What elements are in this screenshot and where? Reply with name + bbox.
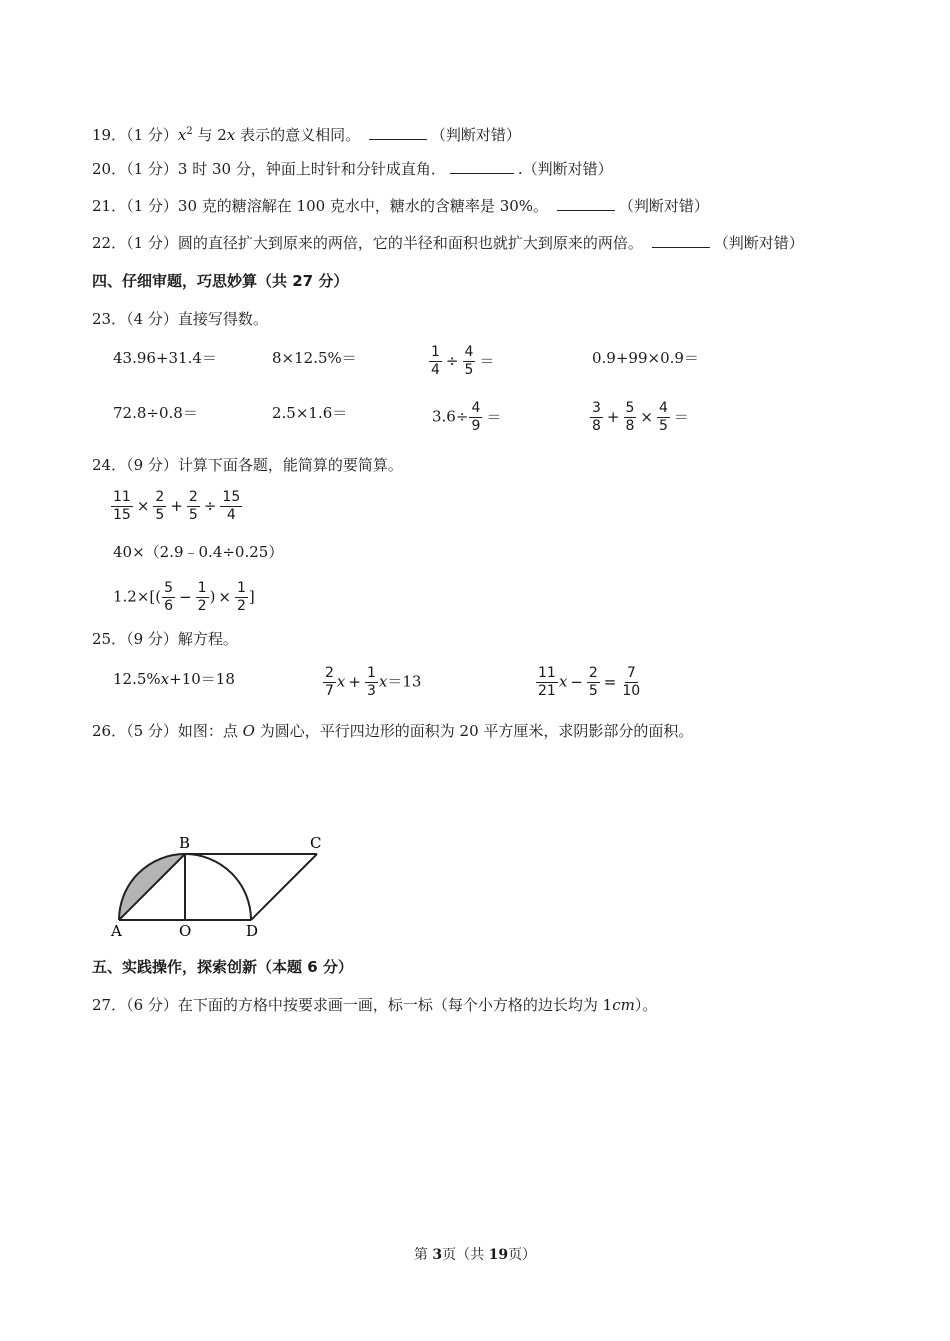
numerator: 4 xyxy=(659,400,668,416)
fraction xyxy=(196,580,209,615)
footer-prefix: 第 xyxy=(413,1247,433,1263)
question-21 xyxy=(92,196,709,216)
equals: = xyxy=(603,672,617,691)
fraction xyxy=(153,489,166,524)
numerator: 2 xyxy=(188,489,198,505)
operator: × xyxy=(218,587,231,606)
numerator: 2 xyxy=(588,665,598,681)
side-cd xyxy=(251,854,317,920)
denominator: 2 xyxy=(237,598,246,614)
fraction xyxy=(536,665,558,700)
q27-unit: cm xyxy=(612,996,635,1014)
answer-blank-21[interactable] xyxy=(557,196,615,211)
expression-prefix: 12.5% xyxy=(113,670,161,688)
label-d: D xyxy=(246,922,259,940)
fraction xyxy=(111,489,133,524)
denominator: 5 xyxy=(155,507,165,523)
fraction xyxy=(323,665,336,700)
expression-suffix: +10＝18 xyxy=(169,670,235,688)
q25-e3 xyxy=(535,665,643,700)
footer-mid: 页（共 xyxy=(442,1247,489,1263)
q26-prefix: 26．（5 分）如图：点 xyxy=(92,722,243,740)
operator: + xyxy=(606,407,620,426)
numerator: 15 xyxy=(222,489,241,505)
numerator: 2 xyxy=(325,665,334,681)
q25-e1 xyxy=(113,669,235,689)
expression-suffix: ＝13 xyxy=(387,672,422,691)
numerator: 1 xyxy=(197,580,207,596)
numerator: 1 xyxy=(237,580,246,596)
question-26 xyxy=(92,721,693,741)
fraction xyxy=(624,400,637,435)
denominator: 21 xyxy=(538,683,556,699)
denominator: 3 xyxy=(366,683,376,699)
numerator: 11 xyxy=(538,665,556,681)
q21-text: 21．（1 分）30 克的糖溶解在 100 克水中，糖水的含糖率是 30%。 xyxy=(92,197,549,215)
q23-b4 xyxy=(589,400,692,435)
q23-a3 xyxy=(428,344,497,379)
variable-x: x xyxy=(558,672,568,691)
fraction xyxy=(429,344,442,379)
numerator: 7 xyxy=(626,665,636,681)
denominator: 9 xyxy=(471,418,481,434)
answer-blank-22[interactable] xyxy=(652,233,710,248)
label-o: O xyxy=(179,922,192,940)
q23-b3 xyxy=(432,400,504,435)
total-pages: 19 xyxy=(488,1247,509,1263)
question-24-title: 24．（9 分）计算下面各题，能简算的要简算。 xyxy=(92,456,403,474)
q23-a2: 8×12.5%＝ xyxy=(272,349,357,367)
parallelogram-figure xyxy=(105,828,335,940)
section-5-title: 五、实践操作，探索创新（本题 6 分） xyxy=(92,958,353,976)
label-c: C xyxy=(310,834,322,852)
q24-e3 xyxy=(113,580,255,615)
fraction xyxy=(657,400,670,435)
denominator: 4 xyxy=(431,362,440,378)
denominator: 10 xyxy=(622,683,641,699)
q20-suffix: .（判断对错） xyxy=(517,160,613,178)
denominator: 15 xyxy=(113,507,131,523)
fraction xyxy=(162,580,175,615)
expression-prefix: 3.6÷ xyxy=(432,407,469,426)
question-23-title: 23．（4 分）直接写得数。 xyxy=(92,310,268,328)
label-b: B xyxy=(179,834,191,852)
question-22 xyxy=(92,233,804,253)
fraction xyxy=(590,400,603,435)
operator: − xyxy=(179,587,192,606)
q19-x2: x xyxy=(226,126,236,144)
variable-x: x xyxy=(378,672,388,691)
numerator: 4 xyxy=(464,344,474,360)
denominator: 2 xyxy=(197,598,207,614)
denominator: 5 xyxy=(588,683,598,699)
question-19 xyxy=(92,122,521,145)
fraction xyxy=(620,665,642,700)
question-20 xyxy=(92,159,613,179)
point-o: O xyxy=(242,722,255,740)
denominator: 5 xyxy=(188,507,198,523)
page-number: 3 xyxy=(432,1247,443,1263)
q20-text: 20．（1 分）3 时 30 分，钟面上时针和分针成直角． xyxy=(92,160,446,178)
q19-text: 表示的意义相同。 xyxy=(235,126,361,144)
q19-sup: 2 xyxy=(186,126,193,137)
label-a: A xyxy=(111,922,122,940)
fraction xyxy=(235,580,248,615)
numerator: 1 xyxy=(431,344,440,360)
q19-suffix: （判断对错） xyxy=(430,126,521,144)
paren-close: ) xyxy=(209,587,216,606)
bracket-close: ] xyxy=(248,587,255,606)
fraction xyxy=(187,489,200,524)
q27-prefix: 27．（6 分）在下面的方格中按要求画一画，标一标（每个小方格的边长均为 1 xyxy=(92,996,613,1014)
section-4-title: 四、仔细审题，巧思妙算（共 27 分） xyxy=(92,272,349,290)
denominator: 4 xyxy=(226,507,236,523)
q22-suffix: （判断对错） xyxy=(713,234,804,252)
fraction xyxy=(463,344,476,379)
denominator: 6 xyxy=(164,598,174,614)
operator: × xyxy=(640,407,653,426)
fraction xyxy=(365,665,378,700)
operator: ÷ xyxy=(445,351,459,370)
numerator: 3 xyxy=(592,400,601,416)
numerator: 2 xyxy=(155,489,165,505)
q24-e1 xyxy=(110,489,243,524)
q26-suffix: 为圆心，平行四边形的面积为 20 平方厘米，求阴影部分的面积。 xyxy=(254,722,694,740)
q22-text: 22．（1 分）圆的直径扩大到原来的两倍，它的半径和面积也就扩大到原来的两倍。 xyxy=(92,234,643,252)
operator: + xyxy=(348,672,361,691)
q23-a1: 43.96+31.4＝ xyxy=(113,349,217,367)
footer-suffix: 页） xyxy=(508,1247,537,1263)
q25-e2 xyxy=(322,665,421,700)
question-27 xyxy=(92,995,657,1015)
q19-mid: 与 2 xyxy=(192,126,227,144)
page-footer xyxy=(0,1244,950,1264)
question-25-title: 25．（9 分）解方程。 xyxy=(92,630,238,648)
fraction xyxy=(220,489,242,524)
numerator: 5 xyxy=(164,580,174,596)
operator: ÷ xyxy=(203,496,217,515)
answer-blank-20[interactable] xyxy=(450,159,514,174)
fraction xyxy=(587,665,600,700)
q23-b2: 2.5×1.6＝ xyxy=(272,404,348,422)
denominator: 5 xyxy=(464,362,474,378)
denominator: 7 xyxy=(325,683,334,699)
fraction xyxy=(469,400,482,435)
numerator: 1 xyxy=(366,665,376,681)
q19-x: x xyxy=(177,126,187,144)
operator: − xyxy=(570,672,583,691)
denominator: 5 xyxy=(659,418,668,434)
numerator: 4 xyxy=(471,400,481,416)
denominator: 8 xyxy=(592,418,601,434)
denominator: 8 xyxy=(625,418,635,434)
q23-a4: 0.9+99×0.9＝ xyxy=(592,349,699,367)
equals: ＝ xyxy=(673,407,689,426)
numerator: 11 xyxy=(113,489,131,505)
answer-blank-19[interactable] xyxy=(369,125,427,140)
expression-prefix: 1.2×[( xyxy=(113,587,162,606)
q23-b1: 72.8÷0.8＝ xyxy=(113,404,198,422)
q21-suffix: （判断对错） xyxy=(618,197,709,215)
operator: + xyxy=(170,496,183,515)
equals: ＝ xyxy=(486,407,502,426)
equals: ＝ xyxy=(479,351,495,370)
q19-prefix: 19．（1 分） xyxy=(92,126,178,144)
q27-suffix: ）。 xyxy=(634,996,658,1014)
variable-x: x xyxy=(336,672,346,691)
q24-e2: 40×（2.9﹣0.4÷0.25） xyxy=(113,543,284,561)
operator: × xyxy=(136,496,150,515)
variable-x: x xyxy=(160,670,170,688)
numerator: 5 xyxy=(625,400,635,416)
